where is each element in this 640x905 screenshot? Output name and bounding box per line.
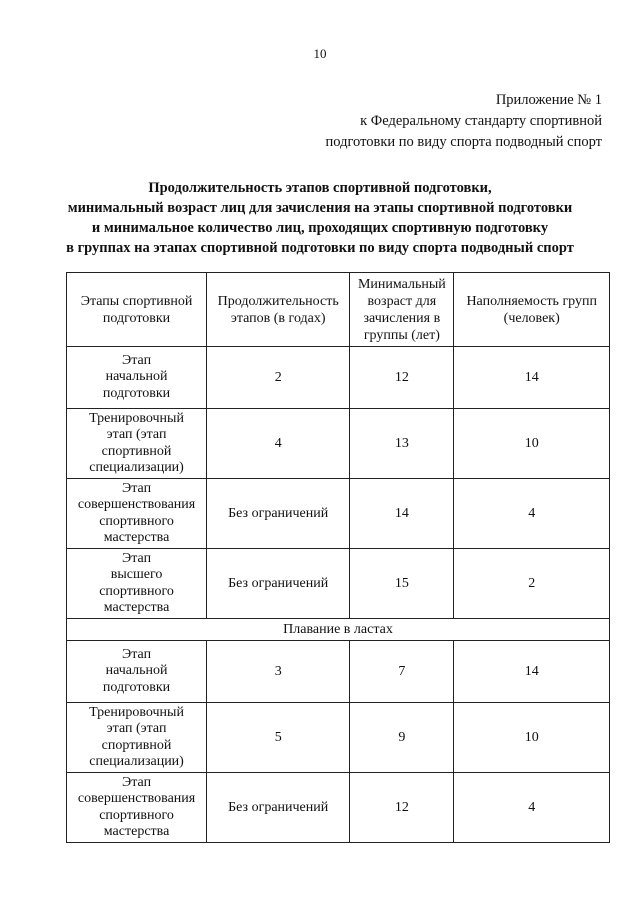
header-stages: Этапы спортивной подготовки [67, 273, 207, 347]
stage-cell: Этап высшего спортивного мастерства [67, 549, 207, 619]
group-size-cell: 2 [454, 549, 610, 619]
title-line: и минимальное количество лиц, проходящих спортивную подготовку [91, 220, 549, 236]
title-line: минимальный возраст лиц для зачисления на этапы спортивной подготовки [67, 200, 573, 216]
group-size-cell: 4 [454, 773, 610, 843]
duration-cell: 5 [207, 703, 350, 773]
group-size-cell: 10 [454, 703, 610, 773]
duration-cell: 3 [207, 641, 350, 703]
table-row [67, 409, 610, 479]
title-line: в группах на этапах спортивной подготовки по виду спорта подводный спорт [66, 240, 574, 256]
table-row [67, 703, 610, 773]
table-row [67, 773, 610, 843]
group-size-cell: 14 [454, 641, 610, 703]
stage-cell: Этап начальной подготовки [67, 347, 207, 409]
min-age-cell: 15 [350, 549, 454, 619]
min-age-cell: 12 [350, 773, 454, 843]
appendix-line: Приложение № 1 [495, 92, 602, 108]
stage-cell: Этап совершенствования спортивного мастерства [67, 479, 207, 549]
document-title [20, 178, 620, 258]
table-row [67, 347, 610, 409]
stage-cell: Тренировочный этап (этап спортивной специализации) [67, 703, 207, 773]
group-size-cell: 10 [454, 409, 610, 479]
appendix-line: к Федеральному стандарту спортивной [360, 113, 602, 129]
stage-cell: Тренировочный этап (этап спортивной специализации) [67, 409, 207, 479]
section-row [67, 619, 610, 641]
table-row [67, 641, 610, 703]
duration-cell: 2 [207, 347, 350, 409]
duration-cell: 4 [207, 409, 350, 479]
appendix-line: подготовки по виду спорта подводный спорт [325, 134, 602, 150]
stages-table [66, 272, 610, 843]
min-age-cell: 13 [350, 409, 454, 479]
duration-cell: Без ограничений [207, 479, 350, 549]
group-size-cell: 4 [454, 479, 610, 549]
min-age-cell: 14 [350, 479, 454, 549]
duration-cell: Без ограничений [207, 549, 350, 619]
stage-cell: Этап начальной подготовки [67, 641, 207, 703]
group-size-cell: 14 [454, 347, 610, 409]
duration-cell: Без ограничений [207, 773, 350, 843]
appendix-note [325, 90, 602, 153]
min-age-cell: 12 [350, 347, 454, 409]
min-age-cell: 9 [350, 703, 454, 773]
min-age-cell: 7 [350, 641, 454, 703]
stage-cell: Этап совершенствования спортивного мастерства [67, 773, 207, 843]
title-line: Продолжительность этапов спортивной подготовки, [148, 180, 492, 196]
table-row [67, 549, 610, 619]
header-duration: Продолжительность этапов (в годах) [207, 273, 350, 347]
section-label: Плавание в ластах [67, 619, 610, 641]
header-group-size: Наполняемость групп (человек) [454, 273, 610, 347]
page-number: 10 [313, 46, 327, 61]
table-header-row [67, 273, 610, 347]
header-min-age: Минимальный возраст для зачисления в группы (лет) [350, 273, 454, 347]
table-row [67, 479, 610, 549]
